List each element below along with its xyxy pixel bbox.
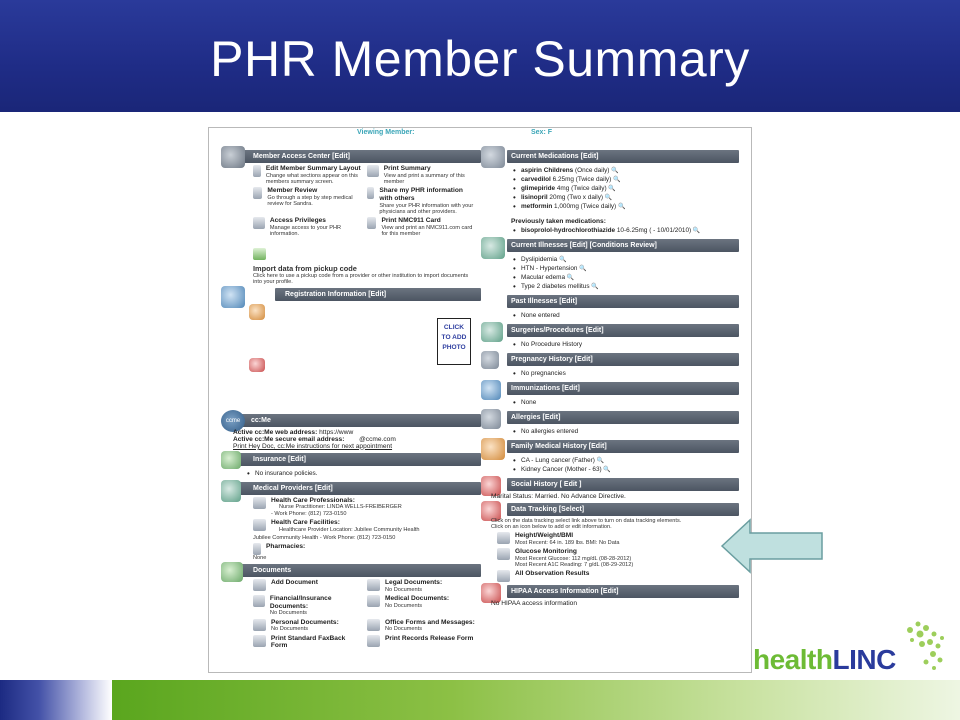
hcf-label: Health Care Facilities:: [271, 519, 340, 527]
providers-body: [223, 495, 481, 564]
family-condition: CA - Lung cancer (Father): [521, 457, 595, 464]
hipaa-header[interactable]: HIPAA Access Information [Edit]: [507, 585, 739, 598]
edit-layout-title: Edit Member Summary Layout: [265, 165, 361, 172]
member-review-title: Member Review: [267, 187, 318, 195]
tracking-intro-1: Click on the data tracking select link above to turn on data tracking elements.: [491, 518, 682, 524]
import-pickup-link[interactable]: [253, 248, 477, 285]
print-card-link[interactable]: [367, 217, 477, 237]
illness-name: HTN - Hypertension: [521, 265, 578, 272]
surgeries-body: [489, 337, 739, 353]
sex-label: Sex: F: [531, 129, 553, 136]
magnifier-icon[interactable]: 🔍: [604, 195, 613, 201]
med-dose: 1,000mg (Twice daily): [554, 203, 617, 210]
member-access-section: [223, 150, 481, 288]
ambulance-icon: [249, 358, 265, 372]
hcp-phone: - Work Phone: (812) 723-0150: [271, 510, 347, 517]
social-section: [489, 478, 739, 503]
tracking-body: [489, 516, 739, 585]
left-arrow-callout: [720, 518, 824, 574]
share-phr-desc: Share your PHR information with your physicians and other providers.: [379, 202, 474, 215]
magnifier-icon[interactable]: 🔍: [596, 458, 605, 464]
office-forms-desc: No Documents: [385, 626, 422, 633]
print-summary-desc: View and print a summary of this member: [383, 172, 465, 185]
key-icon: [253, 217, 265, 229]
pharm-label: Pharmacies:: [266, 543, 306, 551]
print-summary-title: Print Summary: [383, 165, 431, 172]
title-bar: [0, 0, 960, 112]
allergy-item: • No allergies entered: [511, 428, 735, 435]
social-header[interactable]: Social History [ Edit ]: [507, 478, 739, 491]
healthlinc-logo: [753, 644, 896, 676]
clipboard-icon: [221, 286, 245, 308]
immunizations-body: [489, 395, 739, 411]
review-icon: [253, 187, 262, 199]
release-form-title: Print Records Release Form: [385, 634, 474, 642]
med-name: lisinopril: [521, 194, 548, 201]
print-card-title: Print NMC911 Card: [381, 217, 441, 225]
immunization-item: • None: [511, 399, 735, 406]
ccme-web-value: https://www: [319, 428, 354, 436]
hcp-value: Nurse Practitioner: LINDA WELLS-FREIBERGER: [279, 504, 402, 511]
magnifier-icon[interactable]: 🔍: [692, 228, 701, 234]
ccme-web-label: Active cc:Me web address:: [233, 428, 318, 436]
hcf-block: [253, 519, 477, 533]
pregnancy-section: [489, 353, 739, 382]
logo-health: health: [753, 644, 833, 675]
member-access-body: [223, 163, 481, 288]
prev-med-dose: 10-6.25mg ( - 10/01/2010): [616, 227, 692, 234]
release-icon: [367, 635, 380, 647]
immunizations-section: [489, 382, 739, 411]
edit-layout-link[interactable]: [253, 165, 363, 185]
past-illness-item: • None entered: [511, 312, 735, 319]
ccme-email-label: Active cc:Me secure email address:: [233, 435, 345, 443]
previous-medication-item: [511, 227, 735, 234]
magnifier-icon[interactable]: 🔍: [566, 275, 575, 281]
printer-icon: [367, 165, 379, 177]
ccme-body: [223, 427, 481, 453]
medical-doc-icon: [367, 595, 380, 607]
hcp-block: [253, 497, 477, 517]
print-summary-link[interactable]: [367, 165, 477, 185]
pregnancy-header[interactable]: Pregnancy History [Edit]: [507, 353, 739, 366]
illnesses-header[interactable]: Current Illnesses [Edit] [Conditions Review]: [507, 239, 739, 252]
import-arrow-icon: [253, 248, 266, 260]
medication-item: [511, 194, 735, 201]
user-icon: [249, 304, 265, 320]
immunizations-header[interactable]: Immunizations [Edit]: [507, 382, 739, 395]
forms-icon: [367, 619, 380, 631]
photo-line-3: PHOTO: [442, 343, 466, 351]
magnifier-icon[interactable]: 🔍: [559, 257, 567, 263]
hcp-label: Health Care Professionals:: [271, 496, 355, 504]
past-illnesses-header[interactable]: Past Illnesses [Edit]: [507, 295, 739, 308]
illness-item: [511, 274, 735, 281]
height-weight-link[interactable]: [491, 532, 735, 546]
medication-item: [511, 203, 735, 210]
viewing-member-label: Viewing Member:: [357, 129, 415, 136]
medical-docs-title: Medical Documents:: [385, 595, 450, 603]
medications-section: [489, 150, 739, 239]
access-privileges-desc: Manage access to your PHR information.: [269, 225, 342, 238]
social-text: Marital Status: Married. No Advance Directive.: [491, 493, 626, 500]
financial-docs-title: Financial/Insurance Documents:: [269, 595, 332, 610]
illness-item: [511, 256, 735, 263]
med-name: aspirin Childrens: [521, 167, 574, 174]
phr-screenshot: [208, 127, 752, 673]
pregnancy-body: [489, 366, 739, 382]
share-phr-link[interactable]: [367, 187, 477, 215]
member-access-grid: [253, 165, 477, 238]
hcf-value: Healthcare Provider Location: Jubilee Community Health: [279, 526, 420, 533]
medical-docs-link[interactable]: [367, 595, 477, 617]
money-icon: [253, 595, 265, 607]
office-forms-link[interactable]: [367, 619, 477, 633]
illness-item: [511, 265, 735, 272]
import-title: Import data from pickup code: [253, 263, 357, 273]
gm-text-2: Most Recent A1C Reading: 7 g/dL (08-29-2012): [515, 562, 634, 568]
medication-item: [511, 185, 735, 192]
office-forms-title: Office Forms and Messages:: [385, 618, 475, 626]
previous-meds-label: Previously taken medications:: [511, 218, 606, 225]
med-name: carvedilol: [521, 176, 551, 183]
illnesses-section: [489, 239, 739, 295]
footer-left-bar: [0, 680, 112, 720]
med-dose: (Once daily): [574, 167, 610, 174]
medications-body: [489, 163, 739, 239]
magnifier-icon[interactable]: 🔍: [613, 177, 621, 183]
document-icon: [497, 570, 510, 582]
photo-line-2: TO ADD: [441, 333, 467, 341]
left-column: [223, 150, 481, 653]
glucose-meter-icon: [497, 548, 510, 560]
add-document-title: Add Document: [271, 579, 318, 587]
documents-section: [223, 564, 481, 653]
financial-docs-link[interactable]: [253, 595, 363, 617]
insurance-body: [223, 466, 481, 482]
fax-icon: [253, 635, 266, 647]
documents-body: [223, 577, 481, 653]
surgeries-section: [489, 324, 739, 353]
scales-icon: [367, 579, 380, 591]
magnifier-icon[interactable]: 🔍: [579, 266, 587, 272]
past-illnesses-section: [489, 295, 739, 324]
med-dose: 6.25mg (Twice daily): [552, 176, 612, 183]
obs-title: All Observation Results: [515, 570, 590, 578]
documents-grid: [253, 579, 477, 650]
ccme-header[interactable]: cc:Me: [237, 414, 481, 427]
personal-docs-link[interactable]: [253, 619, 363, 633]
family-body: [489, 453, 739, 478]
magnifier-icon[interactable]: 🔍: [608, 186, 616, 192]
doctor-icon: [253, 497, 266, 509]
med-name: metformin: [521, 203, 553, 210]
add-doc-icon: [253, 579, 266, 591]
financial-docs-desc: No Documents: [269, 610, 307, 617]
personal-docs-desc: No Documents: [271, 626, 308, 633]
access-privileges-title: Access Privileges: [269, 217, 326, 225]
add-photo-button[interactable]: [437, 318, 471, 365]
slide-title: PHR Member Summary: [210, 31, 750, 87]
pharm-block: [253, 543, 477, 555]
allergies-section: [489, 411, 739, 440]
hipaa-section: [489, 585, 739, 610]
illness-name: Dyslipidemia: [521, 256, 558, 263]
medications-header[interactable]: Current Medications [Edit]: [507, 150, 739, 163]
glucose-link[interactable]: [491, 548, 735, 568]
prev-med-name: bisoprolol-hydrochlorothiazide: [521, 227, 616, 234]
legal-docs-desc: No Documents: [385, 586, 422, 593]
person-doc-icon: [253, 619, 266, 631]
edit-layout-desc: Change what sections appear on this members summary screen.: [265, 172, 358, 185]
med-dose: 4mg (Twice daily): [556, 185, 607, 192]
tracking-section: [489, 503, 739, 585]
illnesses-body: [489, 252, 739, 295]
documents-header: Documents: [237, 564, 481, 577]
tracking-header[interactable]: Data Tracking [Select]: [507, 503, 739, 516]
illness-name: Type 2 diabetes mellitus: [521, 283, 590, 290]
hipaa-body: [489, 598, 739, 610]
personal-docs-title: Personal Documents:: [271, 618, 339, 626]
member-review-desc: Go through a step by step medical review for Sandra.: [267, 195, 353, 208]
gm-text-1: Most Recent Glucose: 112 mg/dL (08-28-2012): [515, 555, 632, 562]
right-column: [489, 150, 739, 610]
illness-name: Macular edema: [521, 274, 566, 281]
observation-link[interactable]: [491, 570, 735, 582]
registration-header[interactable]: Registration Information [Edit]: [275, 288, 481, 301]
hw-text: Most Recent: 64 in. 189 lbs. BMI: No Data: [515, 539, 620, 546]
logo-linc: LINC: [832, 644, 896, 675]
release-form-link[interactable]: [367, 635, 477, 650]
magnifier-icon[interactable]: 🔍: [617, 204, 626, 210]
access-privileges-link[interactable]: [253, 217, 363, 237]
surgeries-header[interactable]: Surgeries/Procedures [Edit]: [507, 324, 739, 337]
insurance-item: • No insurance policies.: [245, 470, 477, 477]
illness-item: [511, 283, 735, 290]
share-icon: [367, 187, 374, 199]
ccme-logo-icon: ccme: [221, 410, 245, 432]
photo-line-1: CLICK: [443, 323, 465, 331]
faxback-form-title: Print Standard FaxBack Form: [270, 634, 346, 650]
social-body: [489, 491, 739, 503]
ccme-email-value: @ccme.com: [359, 435, 396, 443]
registration-section: [223, 288, 481, 414]
medication-item: [511, 176, 735, 183]
past-illnesses-body: [489, 308, 739, 324]
share-phr-title: Share my PHR information with others: [379, 187, 463, 202]
hipaa-text: No HIPAA access information: [491, 600, 577, 608]
legal-docs-title: Legal Documents:: [385, 579, 443, 587]
magnifier-icon[interactable]: 🔍: [611, 168, 619, 174]
pharm-value: None: [253, 555, 267, 562]
medical-docs-desc: No Documents: [385, 602, 422, 609]
hcf-phone: Jubilee Community Health - Work Phone: (812) 723-0150: [253, 535, 396, 542]
hospital-icon: [253, 519, 266, 531]
allergies-body: [489, 424, 739, 440]
med-dose: 20mg (Two x daily): [549, 194, 604, 201]
surgery-item: • No Procedure History: [511, 341, 735, 348]
hw-title: Height/Weight/BMI: [515, 532, 574, 539]
gm-title: Glucose Monitoring: [515, 548, 577, 555]
footer-right-bar: [112, 680, 960, 720]
family-condition: Kidney Cancer (Mother - 63): [521, 466, 602, 473]
import-desc: Click here to use a pickup code from a provider or other institution to import documents into your profile.: [253, 272, 469, 285]
card-icon: [367, 217, 376, 229]
providers-header[interactable]: Medical Providers [Edit]: [237, 482, 481, 495]
allergies-header[interactable]: Allergies [Edit]: [507, 411, 739, 424]
insurance-section: [223, 453, 481, 482]
tracking-intro-2: Click on an icon below to add or edit information.: [491, 524, 612, 530]
member-access-header[interactable]: Member Access Center [Edit]: [237, 150, 481, 163]
member-review-link[interactable]: [253, 187, 363, 215]
med-name: glimepiride: [521, 185, 556, 192]
providers-section: [223, 482, 481, 564]
insurance-header[interactable]: Insurance [Edit]: [237, 453, 481, 466]
pregnancy-item: • No pregnancies: [511, 370, 735, 377]
family-section: [489, 440, 739, 478]
family-item: [511, 466, 735, 473]
family-header[interactable]: Family Medical History [Edit]: [507, 440, 739, 453]
ccme-print-link[interactable]: Print Hey Doc, cc:Me instructions for next appointment: [233, 442, 393, 450]
family-item: [511, 457, 735, 464]
medication-item: [511, 167, 735, 174]
ccme-section: [223, 414, 481, 453]
scale-icon: [497, 532, 510, 544]
faxback-form-link[interactable]: [253, 635, 363, 650]
legal-docs-link[interactable]: [367, 579, 477, 593]
magnifier-icon[interactable]: 🔍: [603, 467, 611, 473]
add-document-link[interactable]: [253, 579, 363, 593]
layout-icon: [253, 165, 261, 177]
magnifier-icon[interactable]: 🔍: [591, 284, 599, 290]
print-card-desc: View and print an NMC911.com card for this member: [381, 225, 473, 238]
pharmacy-icon: [253, 543, 261, 555]
